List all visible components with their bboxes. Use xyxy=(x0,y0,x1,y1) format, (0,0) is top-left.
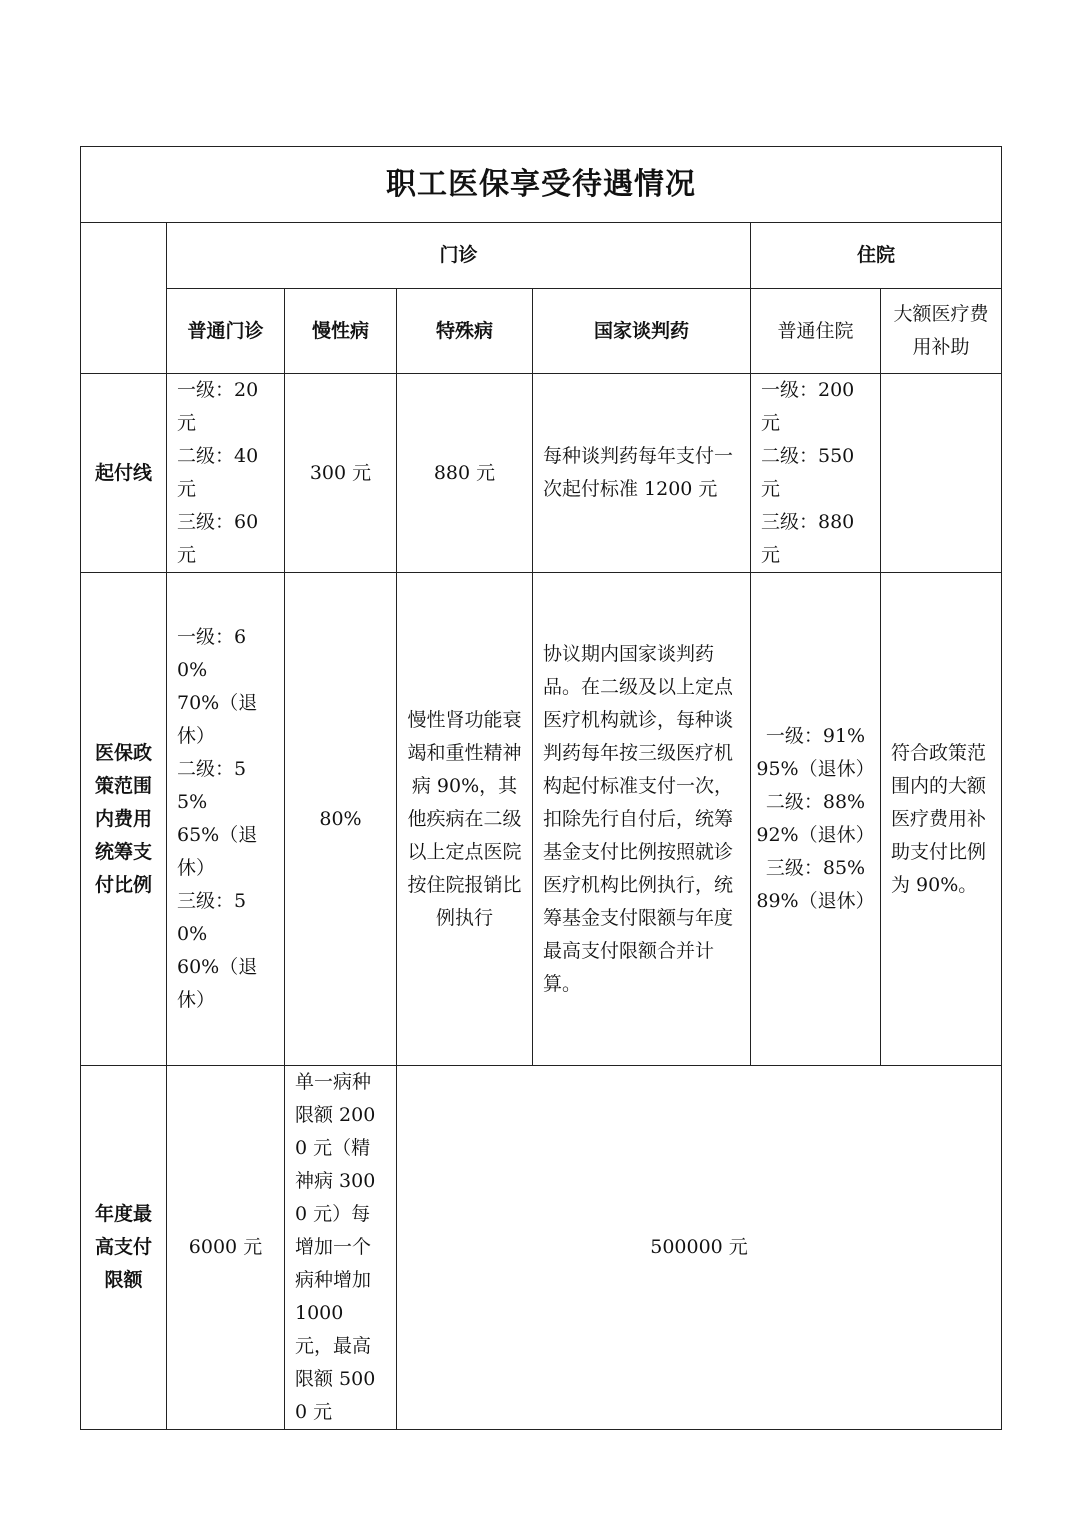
corner-cell xyxy=(81,223,167,374)
row-header-ratio: 医保政策范围内费用统筹支付比例 xyxy=(81,573,167,1066)
ratio-outpatient-l3: 三级：50% xyxy=(177,890,247,945)
deductible-regular-inpatient xyxy=(751,374,881,573)
annual-max-chronic: 单一病种限额 2000 元（精神病 3000 元）每增加一个病种增加 1000 元，最高限额 5000 元 xyxy=(285,1066,397,1430)
annual-max-regular-outpatient: 6000 元 xyxy=(167,1066,285,1430)
row-header-annual-max: 年度最高支付限额 xyxy=(81,1066,167,1430)
ratio-major-subsidy: 符合政策范围内的大额医疗费用补助支付比例为 90%。 xyxy=(881,573,1002,1066)
ratio-chronic: 80% xyxy=(285,573,397,1066)
ratio-inpatient-l3: 三级：85% xyxy=(765,857,866,879)
deductible-regular-outpatient xyxy=(167,374,285,573)
row-header-deductible: 起付线 xyxy=(81,374,167,573)
annual-max-merged: 500000 元 xyxy=(397,1066,1002,1430)
deductible-negotiated-drugs: 每种谈判药每年支付一次起付标准 1200 元 xyxy=(533,374,751,573)
table-title: 职工医保享受待遇情况 xyxy=(81,147,1002,223)
deductible-major-subsidy xyxy=(881,374,1002,573)
ratio-negotiated-drugs: 协议期内国家谈判药品。在二级及以上定点医疗机构就诊，每种谈判药每年按三级医疗机构起付标准支付一次，扣除先行自付后，统筹基金支付比例按照就诊医疗机构比例执行，统筹基金支付限额与年度最高支付限额合并计算。 xyxy=(533,573,751,1066)
col-header-major-subsidy: 大额医疗费用补助 xyxy=(881,289,1002,374)
ratio-regular-outpatient xyxy=(167,573,285,1066)
deductible-chronic: 300 元 xyxy=(285,374,397,573)
group-header-outpatient: 门诊 xyxy=(167,223,751,289)
deductible-outpatient-level3: 三级：60 元 xyxy=(177,511,259,566)
ratio-special: 慢性肾功能衰竭和重性精神病 90%，其他疾病在二级以上定点医院按住院报销比例执行 xyxy=(397,573,533,1066)
ratio-outpatient-l1: 一级：60% xyxy=(177,626,247,681)
col-header-regular-outpatient: 普通门诊 xyxy=(167,289,285,374)
ratio-outpatient-l1-retired: 70%（退休） xyxy=(177,692,258,747)
group-header-inpatient: 住院 xyxy=(751,223,1002,289)
col-header-chronic: 慢性病 xyxy=(285,289,397,374)
deductible-inpatient-level1: 一级：200 元 xyxy=(761,379,855,434)
ratio-inpatient-l1: 一级：91% xyxy=(765,725,866,747)
ratio-inpatient-l2: 二级：88% xyxy=(765,791,866,813)
deductible-inpatient-level3: 三级：880 元 xyxy=(761,511,855,566)
ratio-outpatient-l2-retired: 65%（退休） xyxy=(177,824,258,879)
col-header-negotiated-drugs: 国家谈判药 xyxy=(533,289,751,374)
deductible-special: 880 元 xyxy=(397,374,533,573)
col-header-special: 特殊病 xyxy=(397,289,533,374)
ratio-inpatient-l2-retired: 92%（退休） xyxy=(756,824,875,846)
ratio-inpatient-l3-retired: 89%（退休） xyxy=(756,890,875,912)
benefits-table xyxy=(80,146,1002,1430)
ratio-regular-inpatient xyxy=(751,573,881,1066)
deductible-inpatient-level2: 二级：550 元 xyxy=(761,445,855,500)
ratio-inpatient-l1-retired: 95%（退休） xyxy=(756,758,875,780)
ratio-outpatient-l3-retired: 60%（退休） xyxy=(177,956,258,1011)
deductible-outpatient-level2: 二级：40 元 xyxy=(177,445,259,500)
ratio-outpatient-l2: 二级：55% xyxy=(177,758,247,813)
col-header-regular-inpatient: 普通住院 xyxy=(751,289,881,374)
deductible-outpatient-level1: 一级：20 元 xyxy=(177,379,259,434)
